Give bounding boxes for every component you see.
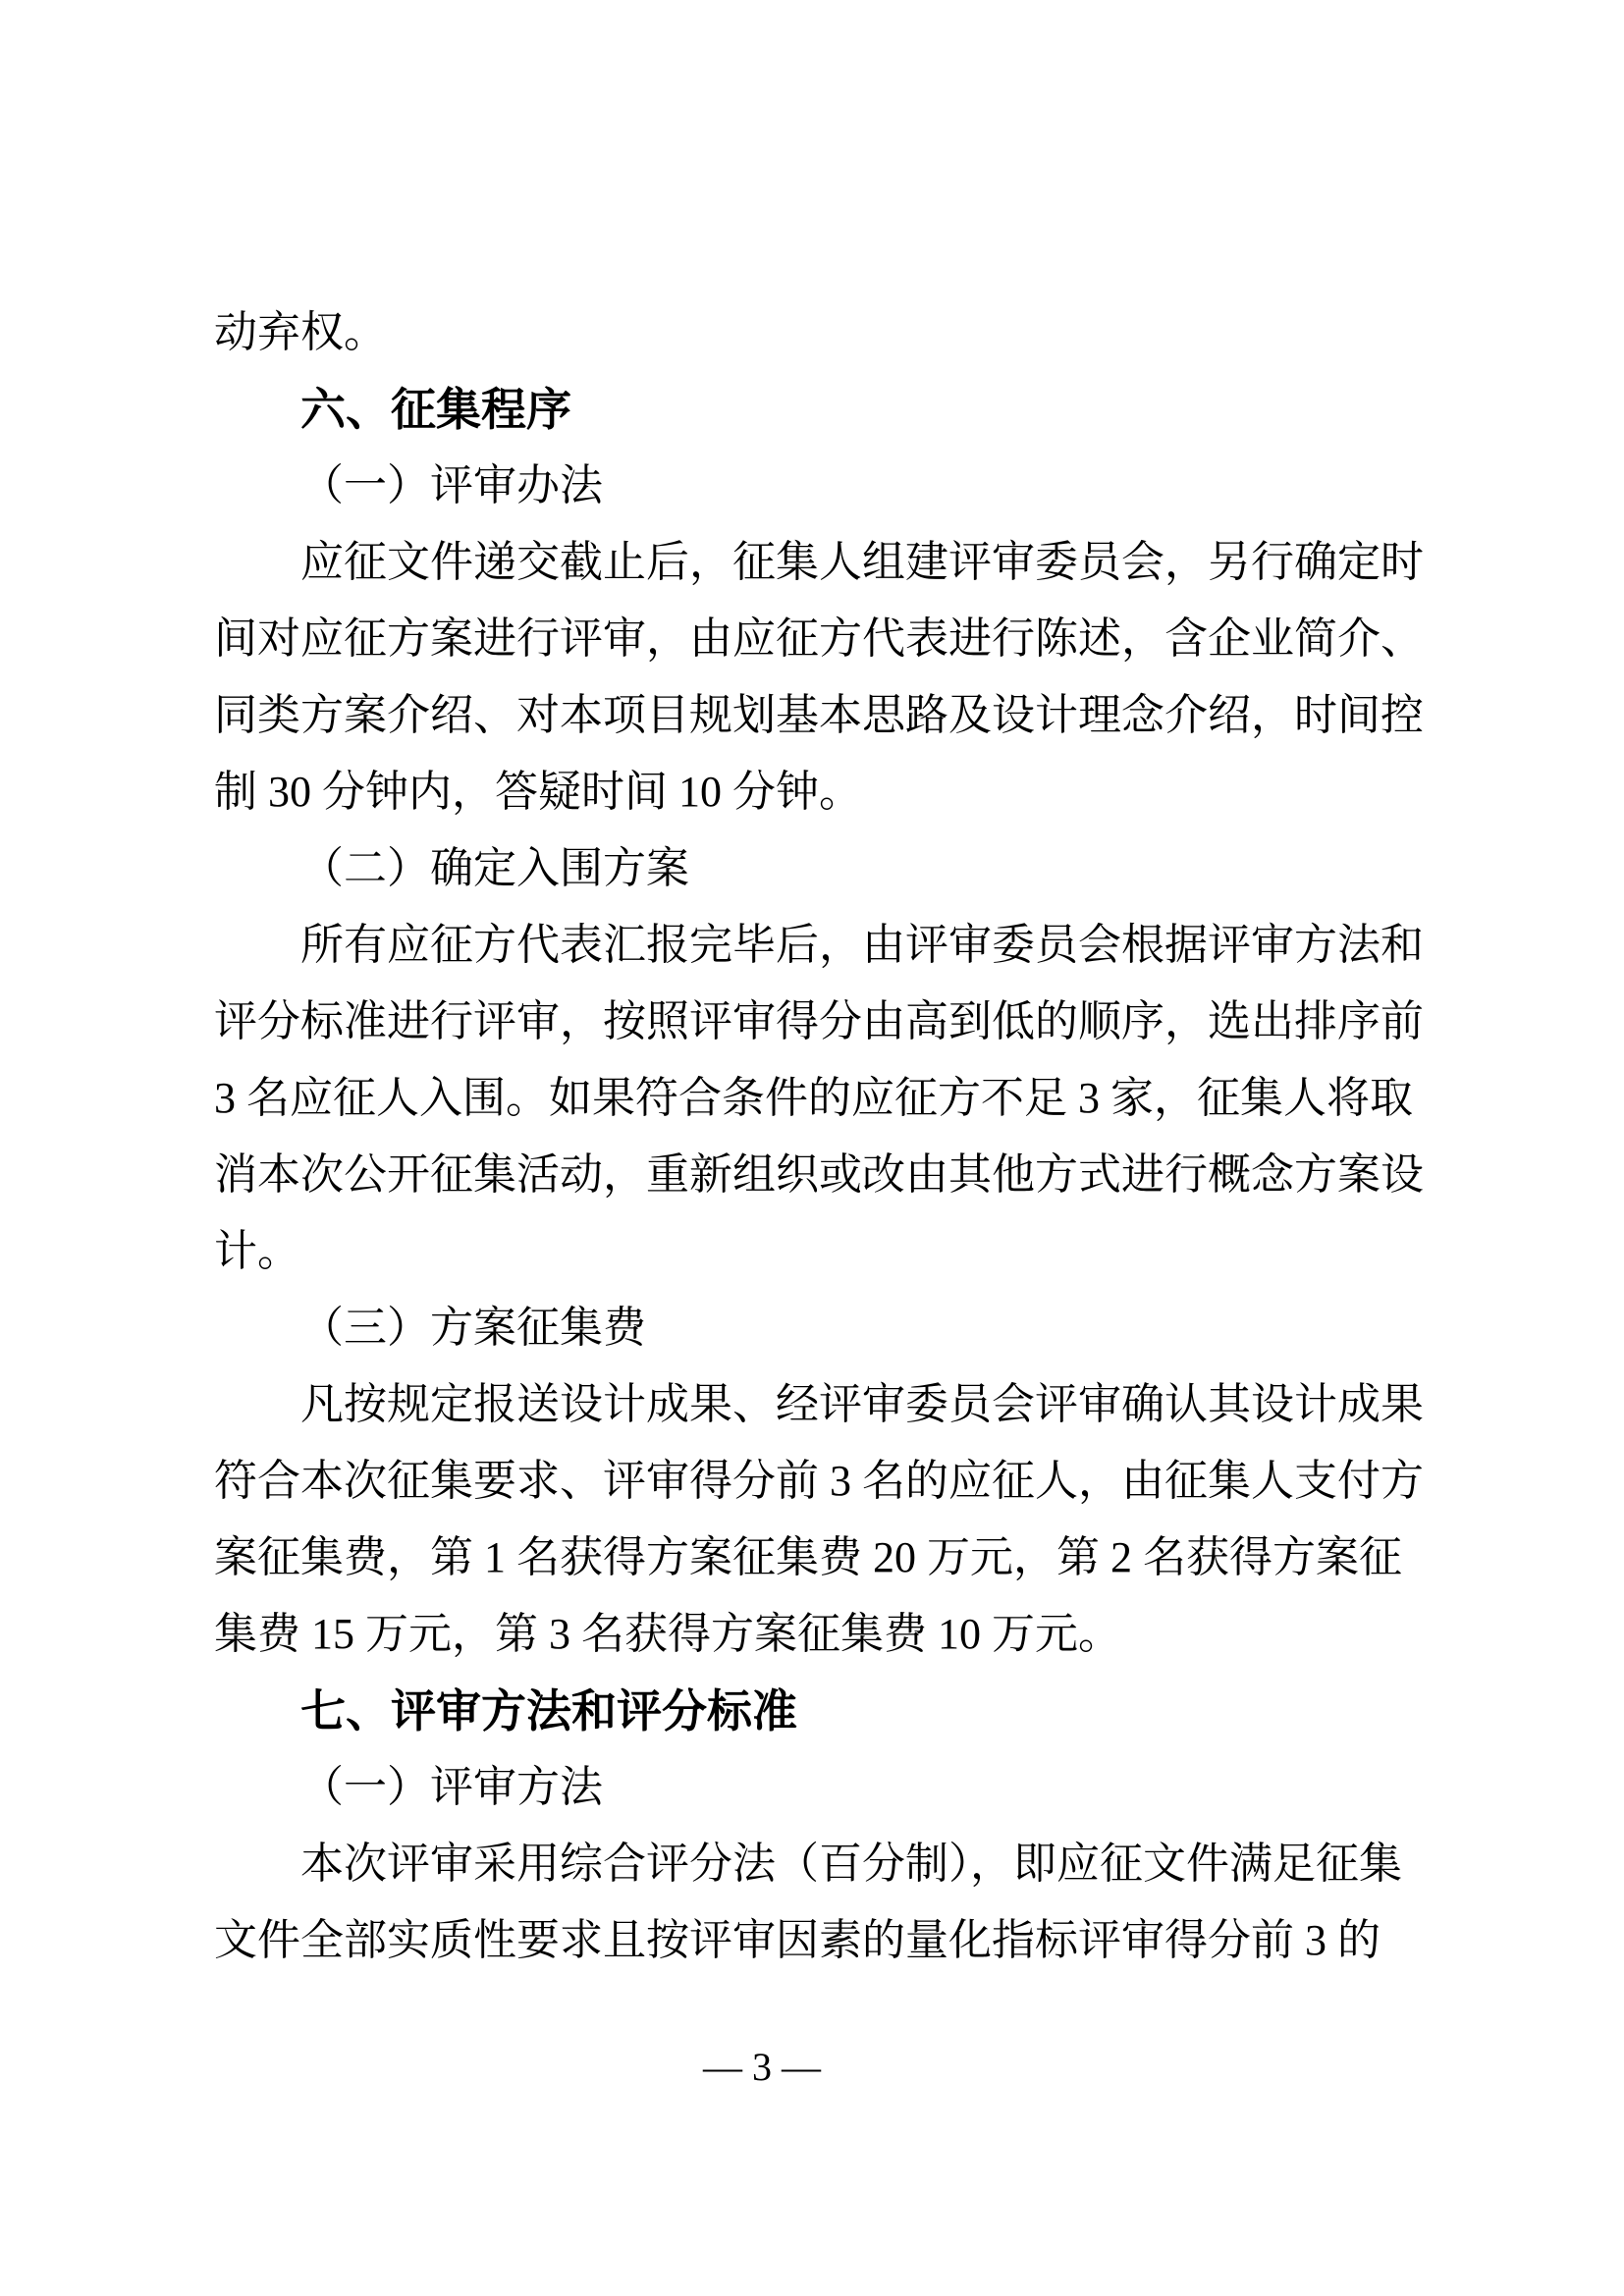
- body-line: 制 30 分钟内，答疑时间 10 分钟。: [214, 768, 862, 816]
- section-heading: 七、评审方法和评分标准: [300, 1685, 797, 1736]
- body-line: 动弃权。: [214, 308, 387, 356]
- body-line: 案征集费，第 1 名获得方案征集费 20 万元，第 2 名获得方案征: [214, 1533, 1402, 1581]
- footer-page-number: — 3 —: [703, 2045, 821, 2089]
- body-line: 计。: [214, 1227, 300, 1275]
- subsection-heading: （三）方案征集费: [300, 1304, 646, 1352]
- body-line: 符合本次征集要求、评审得分前 3 名的应征人，由征集人支付方: [214, 1457, 1424, 1505]
- body-line: 本次评审采用综合评分法（百分制），即应征文件满足征集: [300, 1840, 1402, 1888]
- body-line: 所有应征方代表汇报完毕后，由评审委员会根据评审方法和: [300, 921, 1424, 969]
- body-line: 文件全部实质性要求且按评审因素的量化指标评审得分前 3 的: [214, 1916, 1380, 1964]
- body-line: 集费 15 万元，第 3 名获得方案征集费 10 万元。: [214, 1610, 1121, 1658]
- body-line: 同类方案介绍、对本项目规划基本思路及设计理念介绍，时间控: [214, 691, 1424, 739]
- body-line: 评分标准进行评审，按照评审得分由高到低的顺序，选出排序前: [214, 997, 1424, 1045]
- body-line: 凡按规定报送设计成果、经评审委员会评审确认其设计成果: [300, 1380, 1424, 1428]
- section-heading: 六、征集程序: [300, 384, 571, 435]
- body-line: 3 名应征人入围。如果符合条件的应征方不足 3 家，征集人将取: [214, 1074, 1413, 1122]
- body-line: 消本次公开征集活动，重新组织或改由其他方式进行概念方案设: [214, 1150, 1424, 1199]
- body-line: 间对应征方案进行评审，由应征方代表进行陈述，含企业简介、: [214, 614, 1424, 663]
- subsection-heading: （一）评审办法: [300, 461, 603, 509]
- subsection-heading: （一）评审方法: [300, 1763, 603, 1811]
- subsection-heading: （二）确定入围方案: [300, 844, 689, 892]
- body-line: 应征文件递交截止后，征集人组建评审委员会，另行确定时: [300, 538, 1424, 586]
- document-body: [214, 294, 1432, 1979]
